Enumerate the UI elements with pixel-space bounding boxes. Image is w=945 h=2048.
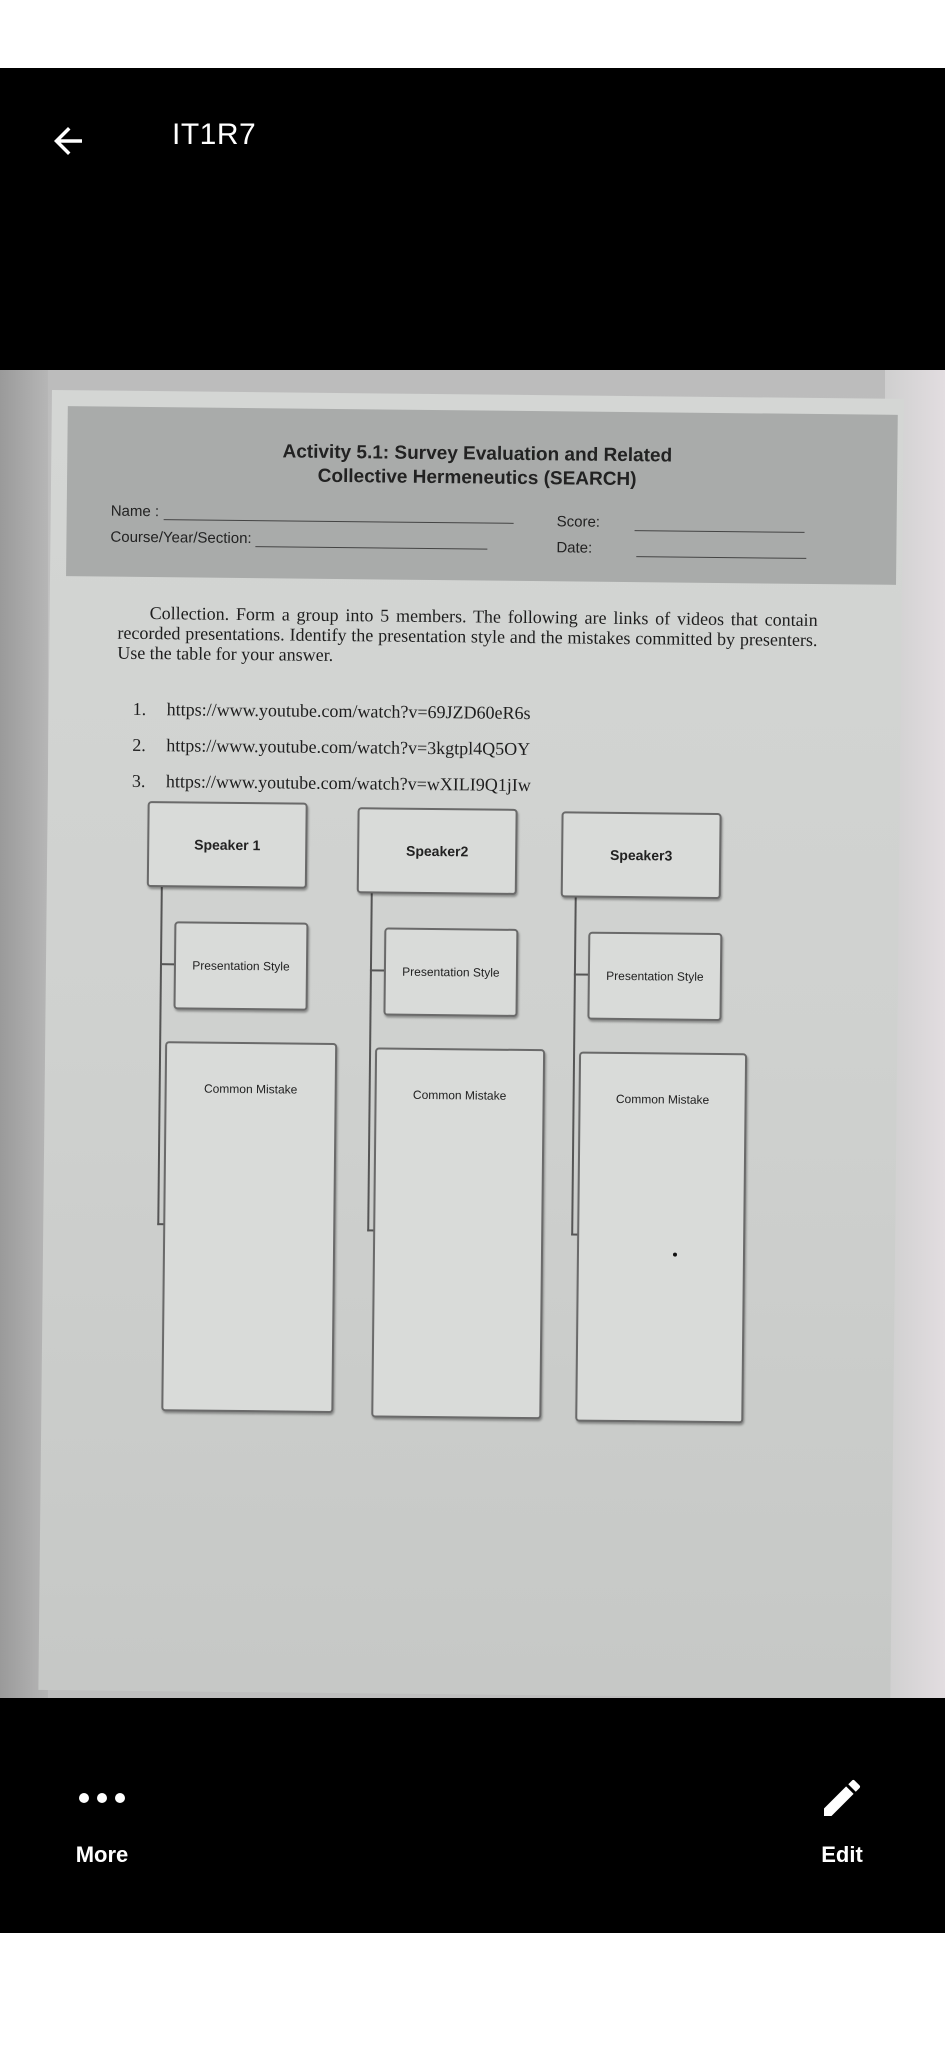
- back-button[interactable]: [40, 113, 96, 169]
- video-links-list: [132, 691, 833, 806]
- list-item: 1. https://www.youtube.com/watch?v=69JZD60eR6s: [132, 698, 531, 724]
- date-field: Date:: [556, 539, 806, 559]
- speaker-column: [555, 811, 761, 1433]
- common-mistake-box: Common Mistake: [575, 1052, 747, 1424]
- instructions-text: Collection. Form a group into 5 members. The following are links of videos that contain recorded presentations. Identify the presentation style and the mistakes committed by presenters. Use the table for your answer.: [117, 603, 818, 665]
- more-button[interactable]: More: [32, 1768, 172, 1908]
- arrow-left-icon: [47, 120, 89, 162]
- bottom-toolbar: [0, 1768, 945, 1933]
- speaker-diagram: [141, 801, 787, 1428]
- pencil-icon: [818, 1768, 866, 1828]
- speaker-column: [351, 807, 557, 1429]
- name-field: Name :: [111, 503, 514, 524]
- presentation-style-box: Presentation Style: [174, 921, 309, 1010]
- photo-viewer: [0, 68, 945, 1933]
- list-item: 3. https://www.youtube.com/watch?v=wXILI9Q1jIw: [131, 770, 531, 796]
- speaker-box: Speaker 1: [147, 801, 308, 889]
- more-horizontal-icon: [77, 1768, 127, 1828]
- common-mistake-box: Common Mistake: [161, 1041, 337, 1413]
- score-field: Score:: [557, 513, 805, 533]
- speaker-column: [141, 801, 347, 1423]
- course-field: Course/Year/Section:: [110, 529, 488, 550]
- presentation-style-box: Presentation Style: [383, 928, 518, 1017]
- photo-title: IT1R7: [172, 118, 257, 151]
- document-photo[interactable]: [0, 370, 945, 1698]
- speaker-box: Speaker3: [561, 811, 722, 899]
- worksheet-page: [38, 390, 904, 1698]
- presentation-style-box: Presentation Style: [587, 932, 722, 1021]
- edit-button[interactable]: Edit: [772, 1768, 912, 1908]
- common-mistake-box: Common Mistake: [371, 1047, 545, 1419]
- activity-title: Activity 5.1: Survey Evaluation and Related Collective Hermeneutics (SEARCH): [282, 441, 673, 491]
- top-app-bar: [0, 68, 945, 268]
- speaker-box: Speaker2: [357, 807, 518, 895]
- list-item: 2. https://www.youtube.com/watch?v=3kgtpl4Q5OY: [132, 734, 531, 760]
- activity-header: [66, 406, 898, 585]
